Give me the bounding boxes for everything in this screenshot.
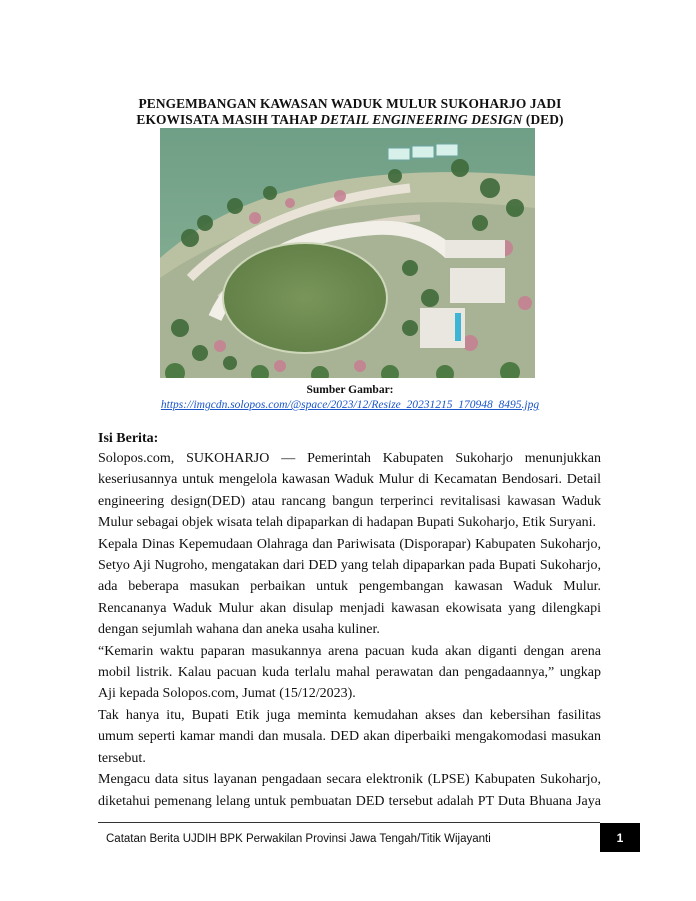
title-line-2-prefix: EKOWISATA MASIH TAHAP [136,112,321,127]
footer-text: Catatan Berita UJDIH BPK Perwakilan Provinsi Jawa Tengah/Titik Wijayanti [106,833,491,845]
paragraph-3: “Kemarin waktu paparan masukannya arena pacuan kuda akan diganti dengan arena mobil listrik. Kalau pacuan kuda terlalu mahal perawatan dan pengadaannya,” ungkap Aji kepada Solopos.com, Jumat (15/12/2023). [98,643,601,702]
aerial-rendering-image [160,128,535,378]
figure-caption [100,383,600,412]
page-number: 1 [600,823,640,852]
section-heading: Isi Berita: [98,431,159,446]
title-line-2-italic: DETAIL ENGINEERING DESIGN [320,112,523,127]
paragraph-1: Solopos.com, SUKOHARJO — Pemerintah Kabupaten Sukoharjo menunjukkan keseriusannya untuk mengelola kawasan Waduk Mulur di Kecamatan Bendosari. Detail engineering design(DED) atau rancang bangun terperinci revitalisasi kawasan Waduk Mulur sebagai objek wisata telah dipaparkan di hadapan Bupati Sukoharjo, Etik Suryani. [98,451,601,531]
article-body [98,448,601,812]
paragraph-4: Tak hanya itu, Bupati Etik juga meminta kemudahan akses dan kebersihan fasilitas umum seperti kamar mandi dan musala. DED akan diperbaiki mengakomodasi masukan tersebut. [98,707,601,766]
paragraph-2: Kepala Dinas Kepemudaan Olahraga dan Pariwisata (Disporapar) Kabupaten Sukoharjo, Setyo Aji Nugroho, mengatakan dari DED yang telah dipaparkan pada Bupati Sukoharjo, ada beberapa masukan perbaikan untuk pengembangan kawasan Waduk Mulur. Rencananya Waduk Mulur akan disulap menjadi kawasan ekowisata yang dilengkapi dengan sejumlah wahana dan aneka usaha kuliner. [98,536,601,638]
caption-label: Sumber Gambar: [306,384,394,396]
title-line-1: PENGEMBANGAN KAWASAN WADUK MULUR SUKOHARJO JADI [138,96,562,111]
title-line-2-suffix: (DED) [522,112,564,127]
document-title [100,96,600,128]
caption-source-link[interactable]: https://imgcdn.solopos.com/@space/2023/12/Resize_20231215_170948_8495.jpg [160,399,540,411]
footer-divider [98,822,600,823]
paragraph-5: Mengacu data situs layanan pengadaan secara elektronik (LPSE) Kabupaten Sukoharjo, diketahui pemenang lelang untuk pembuatan DED tersebut adalah PT Duta Bhuana Jaya [98,772,601,809]
title-line-2 [100,112,600,128]
